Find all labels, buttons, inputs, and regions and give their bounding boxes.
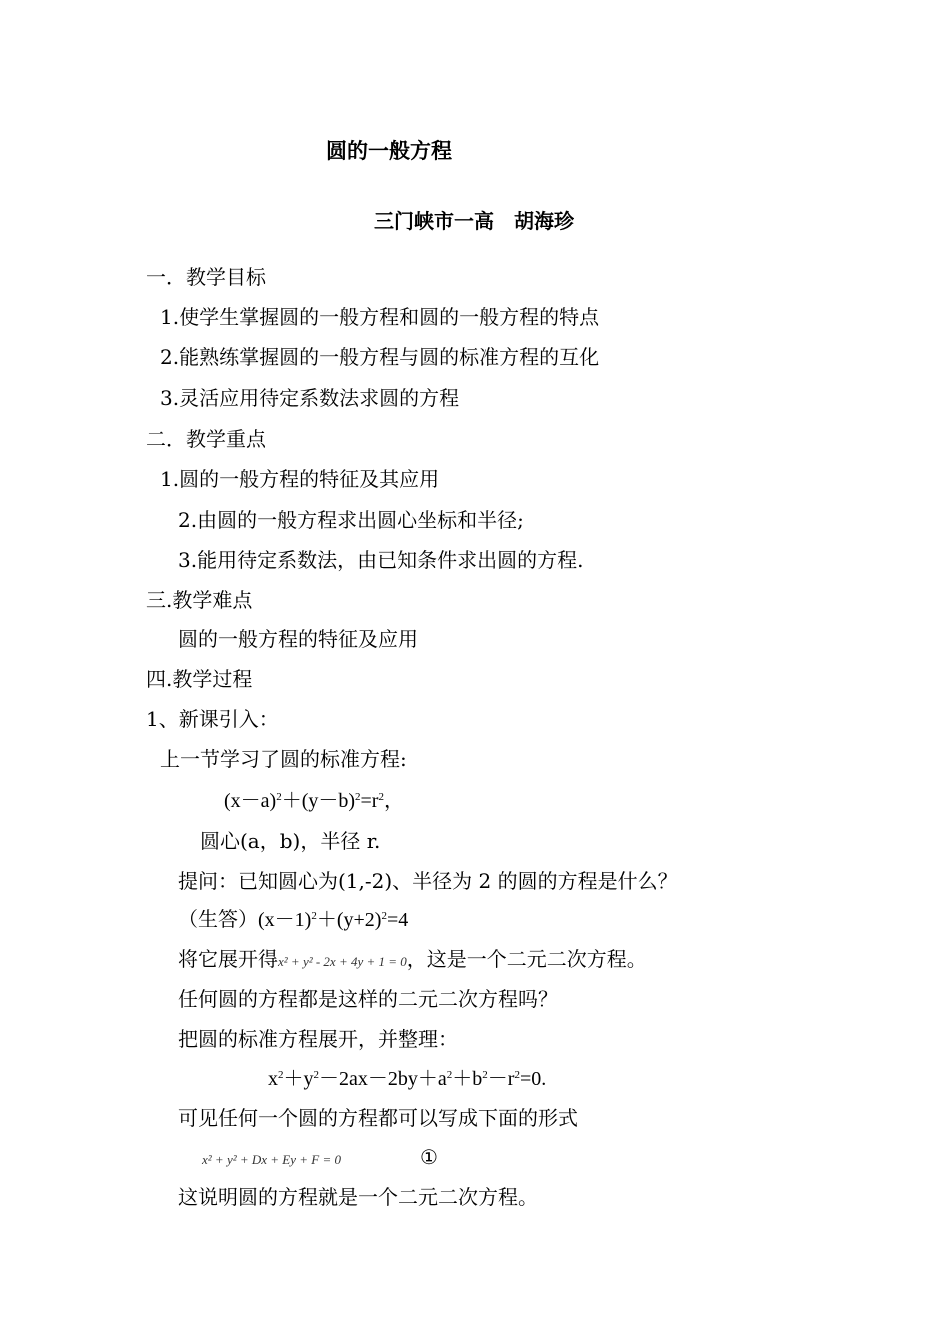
general-form-intro: 可见任何一个圆的方程都可以写成下面的形式 (178, 1106, 578, 1130)
objective-item: 3.灵活应用待定系数法求圆的方程 (160, 386, 460, 410)
keypoint-item: 2.由圆的一般方程求出圆心坐标和半径; (178, 508, 524, 532)
expanded-equation: x² + y² - 2x + 4y + 1 = 0 (278, 954, 407, 969)
section-1-heading: 一．教学目标 (146, 265, 266, 289)
difficulty-text: 圆的一般方程的特征及应用 (178, 627, 418, 651)
keypoint-item: 1.圆的一般方程的特征及其应用 (160, 467, 440, 491)
objective-item: 2.能熟练掌握圆的一般方程与圆的标准方程的互化 (160, 345, 600, 369)
question-2-text: 任何圆的方程都是这样的二元二次方程吗？ (178, 987, 558, 1011)
subsection-heading: 1、新课引入： (146, 707, 279, 731)
keypoint-item: 3.能用待定系数法，由已知条件求出圆的方程. (178, 548, 584, 572)
general-equation-line (202, 1144, 438, 1173)
standard-equation: $(x-a)^2+(y-b)^2=r^2$， (224, 790, 404, 812)
conclusion-text: 这说明圆的方程就是一个二元二次方程。 (178, 1185, 538, 1209)
author-line: 三门峡市一高 胡海珍 (374, 209, 574, 233)
question-text: 提问：已知圆心为(1,-2)、半径为 2 的圆的方程是什么？ (178, 869, 678, 893)
expand-line: 将它展开得x² + y² - 2x + 4y + 1 = 0，这是一个二元二次方程。 (178, 947, 647, 971)
equation-number: ① (420, 1145, 438, 1169)
section-4-heading: 四.教学过程 (146, 667, 253, 691)
intro-text: 上一节学习了圆的标准方程: (160, 747, 407, 771)
document-title: 圆的一般方程 (326, 138, 452, 163)
section-3-heading: 三.教学难点 (146, 588, 253, 612)
expanded-standard-equation: $x^2+y^2-2ax-2by+a^2+b^2-r^2=0$. (268, 1068, 547, 1090)
objective-item: 1.使学生掌握圆的一般方程和圆的一般方程的特点 (160, 305, 600, 329)
student-answer: （生答）$(x-1)^2+(y+2)^2=4$ (178, 909, 409, 931)
center-radius-text: 圆心(a，b)，半径 r. (200, 829, 381, 853)
section-2-heading: 二．教学重点 (146, 427, 266, 451)
general-equation: x² + y² + Dx + Ey + F = 0 (202, 1152, 342, 1167)
arrange-text: 把圆的标准方程展开，并整理： (178, 1027, 458, 1051)
